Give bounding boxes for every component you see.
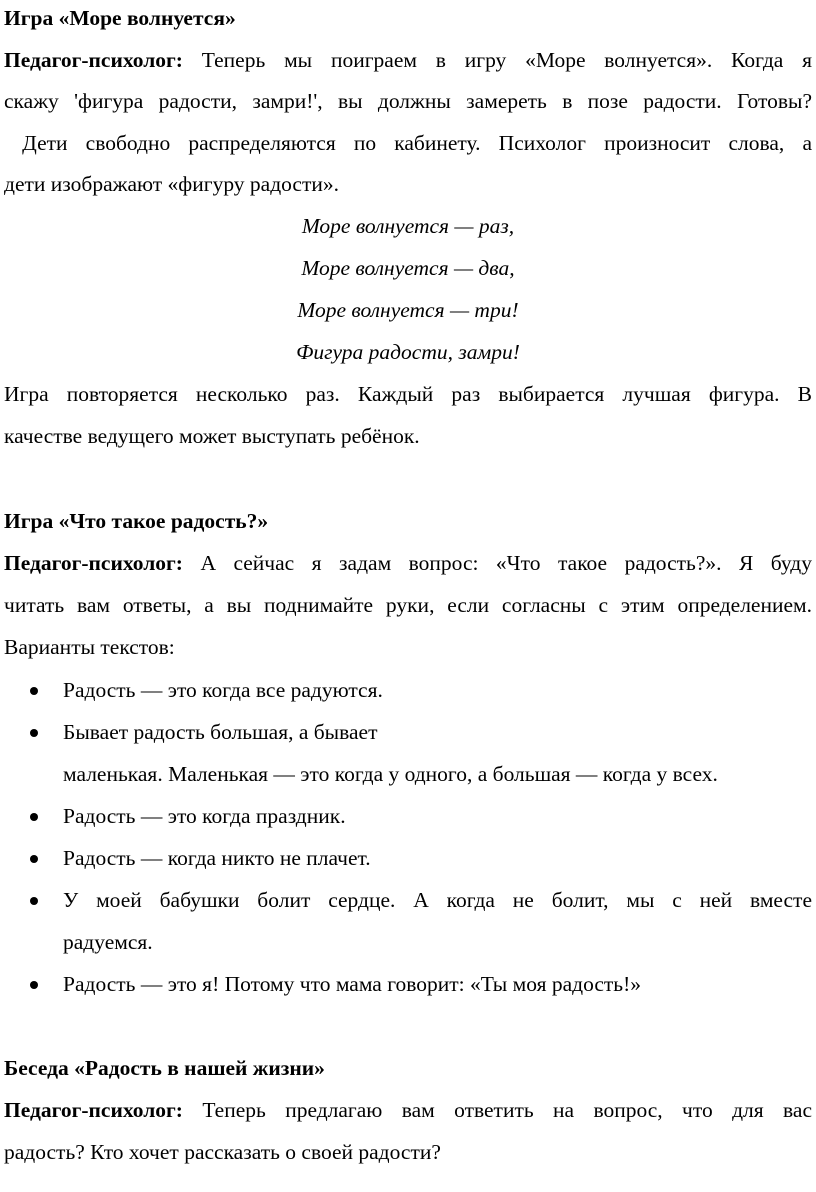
list-item: Радость — когда никто не плачет. — [63, 846, 371, 870]
speaker-label: Педагог-психолог: — [4, 48, 183, 72]
list-item-continuation: маленькая. Маленькая — это когда у одного, а большая — когда у всех. — [63, 762, 718, 786]
list-item: Бывает радость большая, а бывает — [63, 720, 378, 744]
text-run: Теперь предлагаю вам ответить на вопрос, что для вас — [202, 1098, 813, 1122]
list-item: Радость — это когда все радуются. — [63, 678, 383, 702]
section-1-paragraph-line: Дети свободно распределяются по кабинету. Психолог произносит слова, а — [4, 131, 812, 155]
text-run: Теперь мы поиграем в игру «Море волнуется». Когда я — [201, 48, 813, 72]
bullet-icon — [30, 813, 38, 821]
section-3-paragraph-line — [4, 1095, 812, 1125]
section-2-title: Игра «Что такое радость?» — [4, 509, 269, 533]
section-2-paragraph-line — [4, 548, 812, 578]
section-1-paragraph-line — [4, 45, 812, 75]
section-2-paragraph-line: читать вам ответы, а вы поднимайте руки, если согласны с этим определением. — [4, 593, 812, 617]
bullet-icon — [30, 729, 38, 737]
speaker-label: Педагог-психолог: — [4, 551, 183, 575]
section-1-paragraph-line: Игра повторяется несколько раз. Каждый раз выбирается лучшая фигура. В — [4, 382, 812, 406]
poem-line: Море волнуется — два, — [301, 256, 515, 280]
section-1-title: Игра «Море волнуется» — [4, 6, 236, 30]
list-item: Радость — это я! Потому что мама говорит: «Ты моя радость!» — [63, 972, 642, 996]
section-3-paragraph-line: радость? Кто хочет рассказать о своей радости? — [4, 1140, 441, 1164]
poem-line: Фигура радости, замри! — [296, 340, 520, 364]
speaker-label: Педагог-психолог: — [4, 1098, 183, 1122]
poem-line: Море волнуется — раз, — [301, 214, 515, 238]
bullet-icon — [30, 981, 38, 989]
section-2-paragraph-line: Варианты текстов: — [4, 635, 175, 659]
list-item: У моей бабушки болит сердце. А когда не болит, мы с ней вместе — [63, 888, 812, 912]
section-1-paragraph-line: качестве ведущего может выступать ребёнок. — [4, 424, 420, 448]
list-item: Радость — это когда праздник. — [63, 804, 346, 828]
text-run: А сейчас я задам вопрос: «Что такое радость?». Я буду — [200, 551, 812, 575]
bullet-icon — [30, 897, 38, 905]
bullet-icon — [30, 687, 38, 695]
list-item-continuation: радуемся. — [63, 930, 153, 954]
section-3-title: Беседа «Радость в нашей жизни» — [4, 1056, 325, 1080]
poem-line: Море волнуется — три! — [297, 298, 519, 322]
bullet-icon — [30, 855, 38, 863]
section-1-paragraph-line: дети изображают «фигуру радости». — [4, 172, 339, 196]
section-1-paragraph-line: скажу 'фигура радости, замри!', вы должны замереть в позе радости. Готовы? — [4, 89, 812, 113]
